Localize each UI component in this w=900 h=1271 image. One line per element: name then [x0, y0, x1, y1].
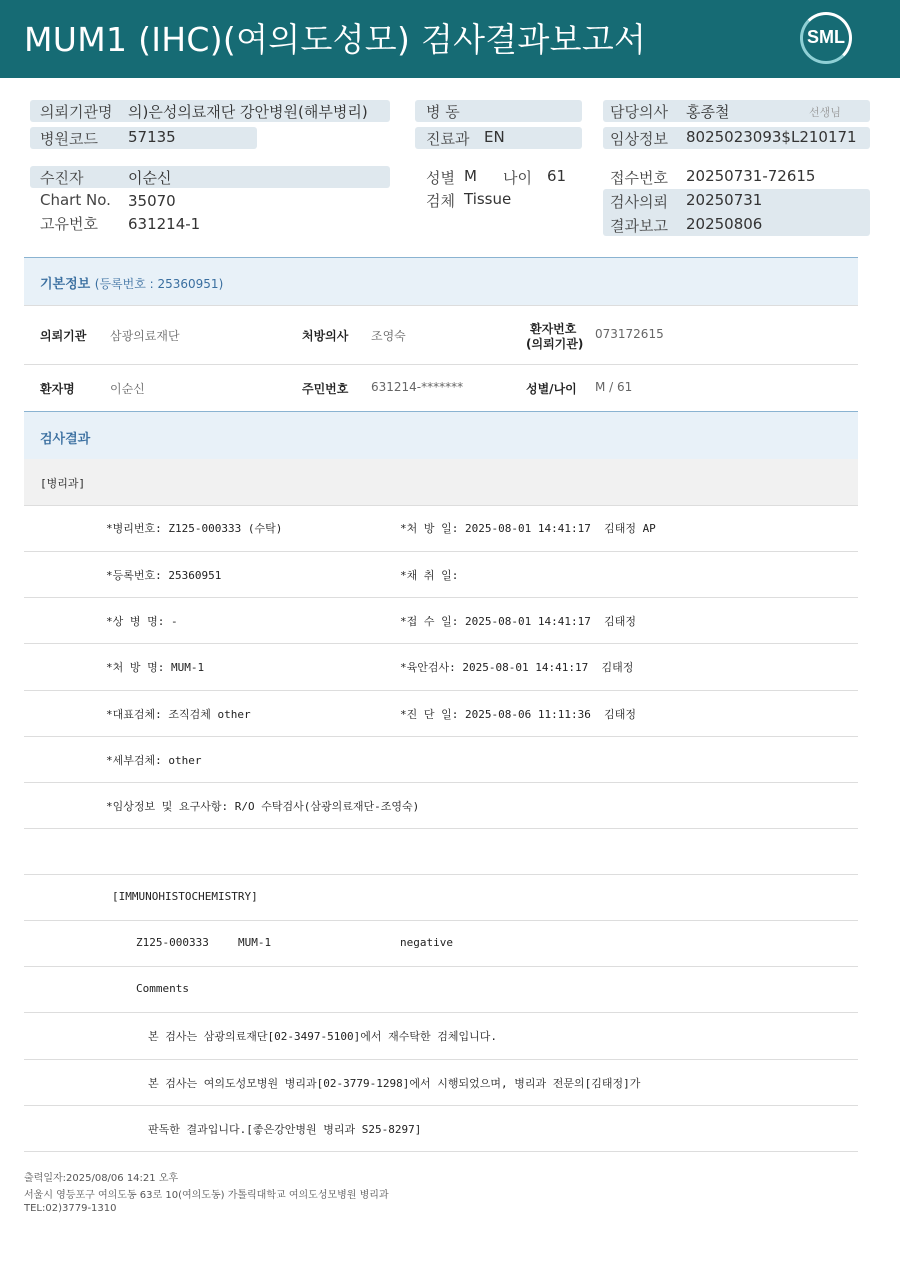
report-value: 20250806 — [686, 215, 763, 233]
divider — [24, 828, 858, 829]
clinical-value: 8025023093$L210171 — [686, 128, 857, 146]
received-date: *접 수 일: 2025-08-01 14:41:17 김태정 — [400, 615, 636, 628]
patient-no-sublabel: (의뢰기관) — [526, 337, 584, 351]
divider — [24, 1012, 858, 1013]
dept-row — [24, 459, 858, 505]
doctor-label: 담당의사 — [610, 103, 668, 121]
doctor-suffix: 선생님 — [809, 106, 841, 119]
sex-value: M — [464, 167, 477, 185]
collected-date: *채 취 일: — [400, 569, 459, 582]
diagnosis-date: *진 단 일: 2025-08-06 11:11:36 김태정 — [400, 708, 636, 721]
dept-label: 진료과 — [426, 130, 470, 148]
sml-logo-icon — [800, 12, 852, 64]
order-name: *처 방 명: MUM-1 — [106, 661, 205, 674]
sexage-value: M / 61 — [595, 380, 633, 394]
hospital-code-label: 병원코드 — [40, 130, 98, 148]
diagnosis-name: *상 병 명: - — [106, 615, 178, 628]
sex-label: 성별 — [426, 169, 455, 187]
divider — [24, 690, 858, 691]
hospital-code-value: 57135 — [128, 128, 176, 146]
receipt-label: 접수번호 — [610, 169, 668, 187]
request-value: 20250731 — [686, 191, 763, 209]
dept-text: [병리과] — [40, 477, 86, 490]
divider — [24, 643, 858, 644]
registration-no: *등록번호: 25360951 — [106, 569, 222, 582]
print-date: 출력일자:2025/08/06 14:21 오후 — [24, 1173, 179, 1184]
divider — [24, 966, 858, 967]
telephone: TEL:02)3779-1310 — [24, 1203, 117, 1214]
report-header — [0, 0, 900, 78]
institution-label: 의뢰기관명 — [40, 103, 113, 121]
report-title: MUM1 (IHC)(여의도성모) 검사결과보고서 — [24, 20, 647, 59]
unique-label: 고유번호 — [40, 215, 98, 233]
ihc-result: negative — [400, 936, 453, 949]
ihc-test: MUM-1 — [238, 936, 272, 949]
result-band — [24, 411, 858, 459]
chart-label: Chart No. — [40, 191, 111, 209]
patient-value: 이순신 — [128, 169, 172, 187]
basic-info-title: 기본정보 — [40, 277, 91, 292]
ihc-heading: [IMMUNOHISTOCHEMISTRY] — [112, 890, 258, 903]
ihc-specimen-no: Z125-000333 — [136, 936, 209, 949]
address: 서울시 영등포구 여의도동 63로 10(여의도동) 가톨릭대학교 여의도성모병원 병리과 — [24, 1190, 389, 1201]
unique-value: 631214-1 — [128, 215, 201, 233]
specimen-value: Tissue — [464, 190, 512, 208]
divider — [24, 364, 858, 365]
sexage-label: 성별/나이 — [526, 382, 577, 396]
divider — [24, 551, 858, 552]
rrn-value: 631214-******* — [371, 380, 464, 394]
report-label: 결과보고 — [610, 217, 668, 235]
basic-info-reg: (등록번호 : 25360951) — [94, 277, 224, 291]
receipt-value: 20250731-72615 — [686, 167, 816, 185]
inst-value: 삼광의료재단 — [110, 329, 180, 343]
divider — [24, 874, 858, 875]
patient-no-value: 073172615 — [595, 327, 664, 341]
result-title: 검사결과 — [40, 432, 91, 447]
prescribed-date: *처 방 일: 2025-08-01 14:41:17 김태정 AP — [400, 522, 656, 535]
divider — [24, 1105, 858, 1106]
comment-line: 본 검사는 여의도성모병원 병리과[02-3779-1298]에서 시행되었으며, 병리과 전문의[김태정]가 — [148, 1077, 641, 1090]
institution-value: 의)은성의료재단 강안병원(해부병리) — [128, 103, 368, 121]
patient-no-label: 환자번호 — [530, 322, 577, 336]
main-specimen: *대표검체: 조직검체 other — [106, 708, 251, 721]
divider — [24, 1151, 858, 1152]
clinical-label: 임상정보 — [610, 130, 668, 148]
divider — [24, 782, 858, 783]
comment-line: 판독한 결과입니다.[좋은강안병원 병리과 S25-8297] — [148, 1123, 422, 1136]
name-label: 환자명 — [40, 382, 75, 396]
divider — [24, 505, 858, 506]
doctor-value: 홍종철 — [686, 103, 730, 121]
inst-label: 의뢰기관 — [40, 329, 87, 343]
basic-info-band — [24, 257, 858, 305]
gross-exam-date: *육안검사: 2025-08-01 14:41:17 김태정 — [400, 661, 634, 674]
comment-line: 본 검사는 삼광의료재단[02-3497-5100]에서 재수탁한 검체입니다. — [148, 1030, 497, 1043]
request-label: 검사의뢰 — [610, 193, 668, 211]
divider — [24, 305, 858, 306]
divider — [24, 597, 858, 598]
rrn-label: 주민번호 — [302, 382, 349, 396]
pathology-no: *병리번호: Z125-000333 (수탁) — [106, 522, 283, 535]
divider — [24, 736, 858, 737]
sub-specimen: *세부검체: other — [106, 754, 202, 767]
chart-value: 35070 — [128, 192, 176, 210]
age-value: 61 — [547, 167, 567, 185]
ward-label: 병 동 — [426, 103, 460, 121]
patient-pill — [30, 166, 390, 188]
presc-value: 조영숙 — [371, 329, 406, 343]
divider — [24, 1059, 858, 1060]
clinical-request: *임상정보 및 요구사항: R/O 수탁검사(삼광의료재단-조영숙) — [106, 800, 420, 813]
patient-label: 수진자 — [40, 169, 84, 187]
age-label: 나이 — [503, 169, 532, 187]
specimen-label: 검체 — [426, 192, 455, 210]
comments-heading: Comments — [136, 982, 189, 995]
name-value: 이순신 — [110, 382, 145, 396]
dept-value: EN — [484, 128, 505, 146]
divider — [24, 920, 858, 921]
logo-text: SML — [807, 27, 845, 47]
presc-label: 처방의사 — [302, 329, 349, 343]
